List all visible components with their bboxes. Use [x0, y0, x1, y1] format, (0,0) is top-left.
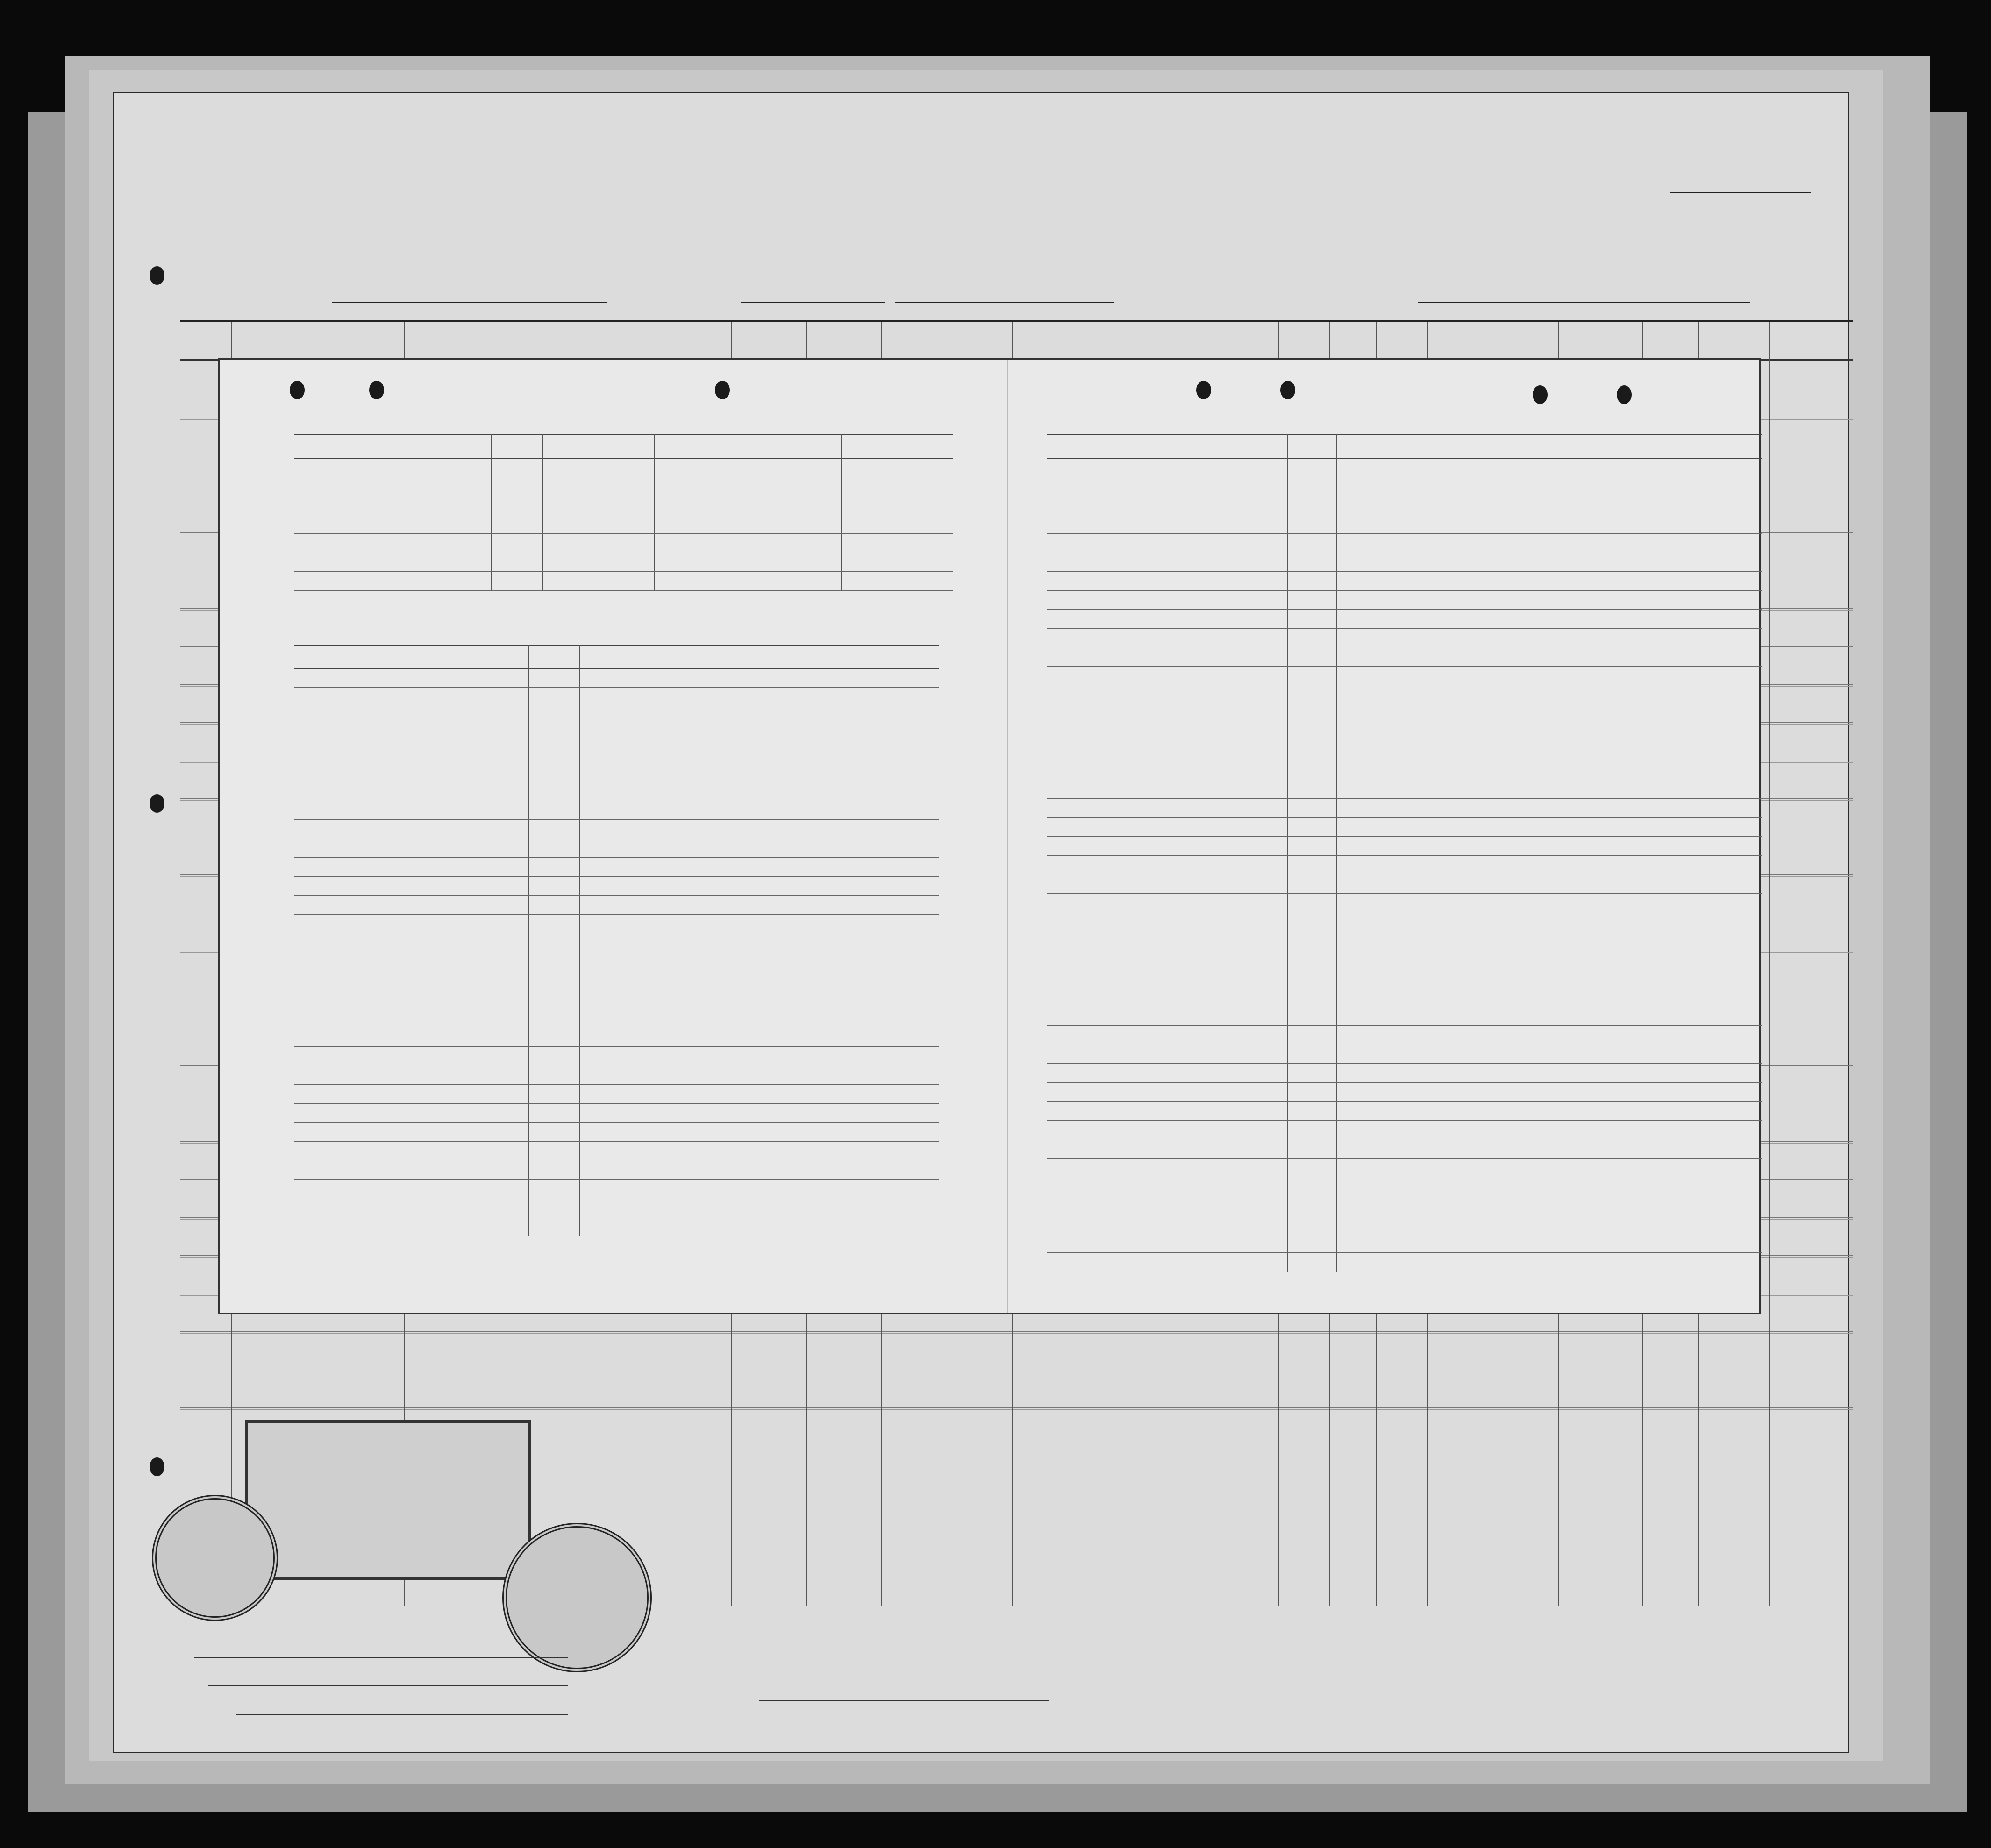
subtitle	[180, 225, 1806, 247]
table-line	[294, 1046, 939, 1047]
table-line	[1047, 533, 1762, 534]
crew-row	[229, 1382, 1962, 1414]
table-line	[294, 876, 939, 877]
table-line	[1047, 1120, 1762, 1121]
table-column-rule	[491, 434, 492, 590]
consulate-seal-left	[152, 1495, 278, 1621]
table-line	[1047, 628, 1762, 629]
table-line	[1047, 798, 1762, 799]
punch-hole	[150, 1457, 164, 1476]
table-line	[1047, 1063, 1762, 1064]
table-line	[1047, 1082, 1762, 1083]
table-line	[1047, 1158, 1762, 1159]
table-line	[294, 1122, 939, 1123]
table-line	[294, 857, 939, 858]
table-line	[1047, 1025, 1762, 1026]
table-header-rule	[294, 458, 953, 459]
crew-row	[229, 1344, 1962, 1377]
table-header-rule	[294, 668, 939, 669]
table-line	[294, 590, 953, 591]
table-line	[294, 687, 939, 688]
punch-hole	[1617, 385, 1632, 404]
table-line	[294, 1141, 939, 1142]
inspector-underline	[759, 1700, 1049, 1701]
punch-hole	[150, 794, 164, 813]
table-line	[294, 1179, 939, 1180]
table-line	[1047, 1101, 1762, 1102]
from-port-underline	[1418, 302, 1750, 303]
table-line	[1047, 836, 1762, 837]
table-top-rule	[294, 645, 939, 646]
table-line	[1047, 571, 1762, 572]
date-underline	[895, 302, 1114, 303]
table-column-rule	[841, 434, 842, 590]
table-line	[1047, 855, 1762, 856]
table-line	[294, 914, 939, 915]
punch-hole	[715, 381, 730, 399]
arriving-underline	[741, 302, 885, 303]
sheet-number-block	[1600, 154, 1825, 189]
hospital-discharged-form	[220, 360, 1759, 1313]
table-line	[294, 895, 939, 896]
table-column-rule	[1336, 434, 1337, 1272]
table-line	[294, 819, 939, 820]
punch-hole	[150, 266, 164, 285]
punch-hole	[290, 381, 305, 399]
punch-hole	[369, 381, 384, 399]
local-agents-underline	[236, 1714, 568, 1715]
table-top-rule	[1047, 434, 1762, 435]
consulate-seal-right	[502, 1523, 652, 1672]
consulate-stamp	[245, 1420, 531, 1580]
table-column-rule	[654, 434, 655, 590]
sheet-number-underline	[1670, 192, 1811, 193]
center-fold	[1007, 360, 1008, 1313]
table-header-rule	[1047, 458, 1762, 459]
table-line	[294, 1084, 939, 1085]
table-line	[294, 571, 953, 572]
punch-hole	[1280, 381, 1295, 399]
table-line	[1047, 666, 1762, 667]
table-line	[1047, 817, 1762, 818]
table-line	[1047, 590, 1762, 591]
table-top-rule	[294, 434, 953, 435]
table-column-rule	[579, 645, 580, 1236]
punch-hole	[1533, 385, 1548, 404]
punch-hole	[1196, 381, 1211, 399]
table-line	[294, 533, 953, 534]
line-underline	[194, 1657, 568, 1658]
table-line	[1047, 1252, 1762, 1253]
table-line	[1047, 893, 1762, 894]
table-line	[1047, 609, 1762, 610]
vessel-underline	[332, 302, 607, 303]
owners-underline	[208, 1685, 568, 1686]
table-column-rule	[528, 645, 529, 1236]
vessel-line	[273, 271, 1853, 308]
table-column-rule	[1287, 434, 1288, 1272]
table-column-rule	[542, 434, 543, 590]
table-line	[294, 1103, 939, 1104]
